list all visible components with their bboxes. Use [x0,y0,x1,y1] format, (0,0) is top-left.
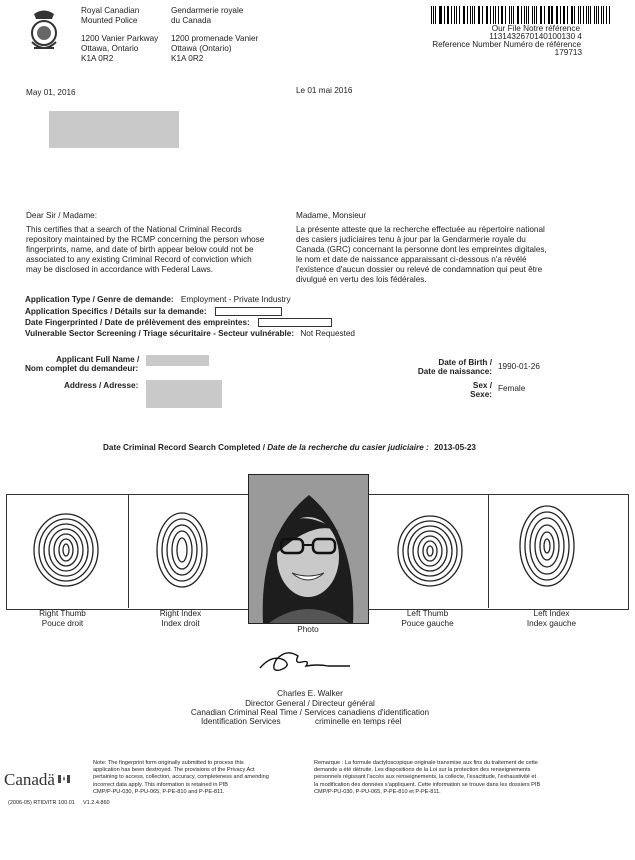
search-completed [103,443,476,453]
our-file-number: 1131432670140100130 4 [489,32,582,41]
vulnerable-sector-label: Vulnerable Sector Screening / Triage sécuritaire - Secteur vulnérable: [25,329,295,338]
barcode-bar [482,6,483,24]
barcode-bar [544,6,545,24]
label-left-thumb-fr: Pouce gauche [401,619,454,628]
left-index-print [517,502,577,588]
label-right-thumb-en: Right Thumb [39,609,86,618]
right-thumb-print [30,510,102,588]
barcode-bar [594,6,595,24]
barcode-bar [528,6,529,24]
barcode-bar [454,6,455,24]
reference-label: Reference Number Numéro de référence [432,40,581,49]
signatory-unit-fr-2: criminelle en temps réel [315,717,402,726]
signatory-unit-en-2: Identification Services [201,717,281,726]
left-thumb-print [395,512,465,588]
label-right-index-en: Right Index [159,609,202,618]
barcode-bar [551,6,552,24]
barcode-bar [451,6,452,24]
date-fingerprinted-box [258,318,332,327]
barcode-bar [586,6,587,24]
label-right-thumb-fr: Pouce droit [41,619,84,628]
barcode-bar [564,6,565,24]
address-fr: 1200 promenade Vanier Ottawa (Ontario) K1A 0R2 [171,34,259,63]
form-code: (2006-05) RTID/ITR 100.01 [8,800,75,806]
address-label: Address / Adresse: [64,381,139,390]
signatory-unit-1: Canadian Criminal Real Time / Services canadiens d'identification [190,708,430,717]
address-en: 1200 Vanier Parkway Ottawa, Ontario K1A 0R2 [81,34,159,63]
label-right-index [143,609,218,629]
sex-label-fr: Sexe: [470,390,492,399]
dob-label-fr: Date de naissance: [417,367,492,376]
label-left-thumb-en: Left Thumb [406,609,449,618]
vulnerable-sector [25,329,355,339]
label-left-thumb [390,609,465,629]
footer-note-en: Note: The fingerprint form originally submitted to process this application has been destroyed. The provisions of the Privacy Act pertaining to access, collection, accuracy, completeness and amending incorrect data apply. This information is retained in PIB CMP/P-PU-030, P-PU-065, P-PE-810 and P-PE-811. [93,760,269,795]
barcode-bar [524,6,525,24]
rcmp-crest [26,8,62,54]
label-left-index [514,609,589,629]
date-fr: Le 01 mai 2016 [296,86,353,95]
application-type [25,295,291,305]
application-specifics-box [215,307,282,316]
application-type-value: Employment - Private Industry [180,295,291,304]
reference-number: 179713 [554,48,582,57]
barcode-bar [609,6,610,24]
label-right-index-fr: Index droit [161,619,200,628]
applicant-photo [248,474,369,624]
barcode [431,6,611,24]
label-photo: Photo [297,625,319,634]
dob-value: 1990-01-26 [498,362,540,371]
signatory-title: Director General / Directeur général [245,699,375,708]
application-type-label: Application Type / Genre de demande: [25,295,174,304]
org-name-en: Royal Canadian Mounted Police [81,6,140,25]
applicant-name-label-fr: Nom complet du demandeur: [25,364,139,373]
application-specifics-label: Application Specifics / Détails sur la demande: [25,307,207,316]
our-file-label: Our File Notre référence [491,24,580,33]
canada-wordmark-text: Canadä [4,770,55,789]
barcode-bar [603,6,604,24]
date-fingerprinted-label: Date Fingerprinted / Date de prélèvement des empreintes: [25,318,250,327]
vulnerable-sector-value: Not Requested [300,329,355,338]
barcode-bar [459,6,460,24]
canada-flag-icon [58,770,70,778]
barcode-bar [509,6,510,24]
barcode-bar [467,6,468,24]
redacted-recipient [49,111,179,148]
label-left-index-en: Left Index [533,609,570,618]
label-right-thumb [25,609,100,629]
body-fr: La présente atteste que la recherche effectuée au répertoire national des casiers judiciaires tenu à jour par la Gendarmerie royale du Canada (GRC) concernant la personne dont les empreintes digitales, le nom et date de naissance apparaissant ci-dessous n'a révélé l'existence d'aucun dossier ou relevé de condamnation qui peut être divulgué en vertu des lois fédérales. [296,225,547,284]
salutation-en: Dear Sir / Madame: [26,211,97,220]
body-en: This certifies that a search of the National Criminal Records repository maintained by the RCMP concerning the person whose fingerprints, name, and date of birth appear below could not be associated to any existing Criminal Record of conviction which may be disclosed in accordance with Federal Laws. [26,225,265,274]
barcode-bar [557,6,558,24]
sex-label-en: Sex / [472,381,492,390]
signatory-name: Charles E. Walker [277,689,343,698]
form-version: V1.2.4.860 [83,800,110,806]
barcode-bar [440,6,441,24]
applicant-name-label-en: Applicant Full Name / [56,355,140,364]
barcode-bar [505,6,506,24]
search-completed-label-en: Date Criminal Record Search Completed / [103,443,268,452]
barcode-bar [495,6,496,24]
barcode-bar [439,6,440,24]
signature [258,646,353,672]
barcode-bar [487,6,488,24]
redacted-name [146,355,209,366]
search-completed-label-fr: Date de la recherche du casier judiciaire : [267,443,429,452]
label-left-index-fr: Index gauche [526,619,577,628]
search-completed-date: 2013-05-23 [434,443,476,452]
barcode-bar [540,6,541,24]
barcode-bar [431,6,432,24]
barcode-bar [474,6,475,24]
footer-note-fr: Remarque : La formule dactyloscopique originale transmise aux fins du traitement de cette demande a été détruite. Les dispositions de la Loi sur la protection des renseignements personnels régissant l'accès aux renseignements, la collecte, l'exactitude, l'exhaustivité et la modification des données s'appliquent. Cette information se trouve dans les dossiers PIB CMP/P-PU-030, P-PU-065, P-PE-810 et P-PE-811. [314,760,541,795]
date-en: May 01, 2016 [26,88,76,97]
canada-wordmark [4,770,55,790]
barcode-bar [517,6,518,24]
sex-value: Female [498,384,526,393]
dob-label-en: Date of Birth / [438,358,492,367]
redacted-address [146,380,222,408]
org-name-fr: Gendarmerie royale du Canada [171,6,244,25]
barcode-bar [574,6,575,24]
date-fingerprinted [25,318,332,328]
barcode-bar [578,6,579,24]
right-index-print [155,508,210,588]
salutation-fr: Madame, Monsieur [296,211,367,220]
application-specifics [25,307,282,317]
